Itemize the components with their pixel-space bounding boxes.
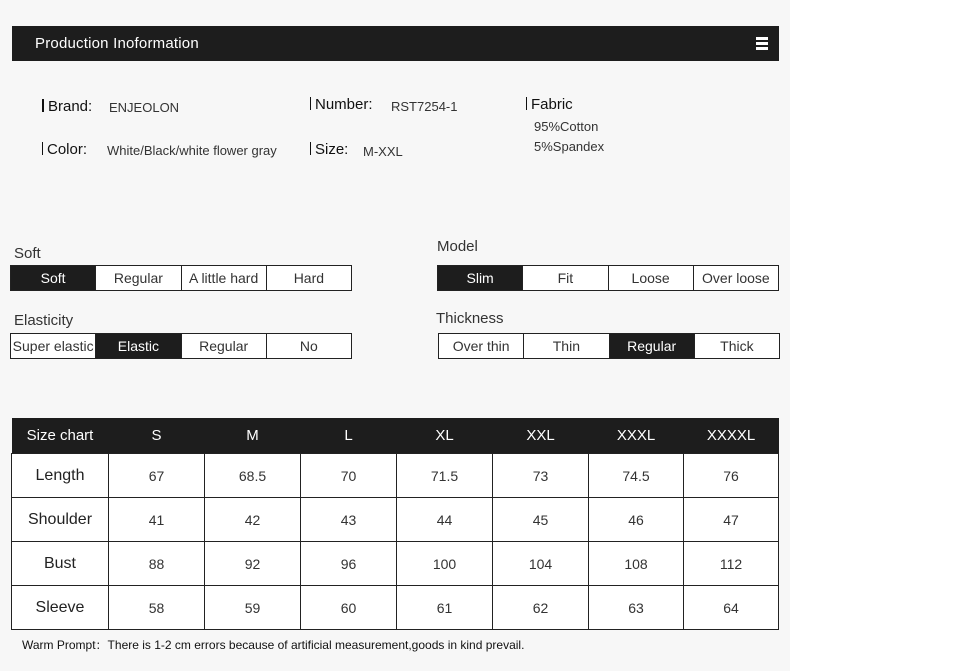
thickness-option-over-thin: Over thin — [452, 338, 510, 354]
number-value: RST7254-1 — [391, 99, 458, 114]
model-scale — [437, 265, 779, 291]
brand-value: ENJEOLON — [109, 100, 180, 115]
table-cell: 46 — [589, 498, 684, 542]
table-cell: 104 — [493, 542, 589, 586]
table-cell: 92 — [205, 542, 301, 586]
size-header-xl: XL — [397, 418, 493, 454]
menu-icon[interactable] — [756, 37, 768, 50]
size-header-l: L — [301, 418, 397, 454]
elasticity-option-no: No — [266, 334, 351, 358]
soft-option-soft: Soft — [11, 266, 95, 290]
size-chart-header-row — [12, 418, 779, 454]
size-header-xxxl: XXXL — [589, 418, 684, 454]
table-cell: 41 — [109, 498, 205, 542]
fabric-label: Fabric — [526, 96, 573, 113]
table-cell: 64 — [684, 586, 779, 630]
size-header-s: S — [109, 418, 205, 454]
table-cell: 76 — [684, 454, 779, 498]
brand-label: Brand: — [42, 98, 92, 115]
table-row — [12, 586, 779, 630]
table-cell: 74.5 — [589, 454, 684, 498]
table-cell: 70 — [301, 454, 397, 498]
soft-option-a-little-hard: A little hard — [181, 266, 266, 290]
size-value: M-XXL — [363, 144, 403, 159]
table-cell: 63 — [589, 586, 684, 630]
size-chart-header: Size chart — [12, 418, 109, 454]
table-cell: 73 — [493, 454, 589, 498]
table-cell: 112 — [684, 542, 779, 586]
color-value: White/Black/white flower gray — [107, 143, 277, 158]
model-option-slim: Slim — [438, 266, 522, 290]
thickness-option-thin: Thin — [523, 334, 608, 358]
row-label-sleeve: Sleeve — [12, 586, 109, 630]
table-cell: 62 — [493, 586, 589, 630]
table-cell: 47 — [684, 498, 779, 542]
warm-prompt-note: Warm Prompt：There is 1-2 cm errors because of artificial measurement,goods in kind prevail. — [22, 638, 525, 652]
soft-option-regular: Regular — [95, 266, 180, 290]
soft-scale — [10, 265, 352, 291]
elasticity-scale — [10, 333, 352, 359]
table-cell: 43 — [301, 498, 397, 542]
soft-option-hard: Hard — [266, 266, 351, 290]
elasticity-option-regular: Regular — [181, 334, 266, 358]
number-label: Number: — [310, 96, 373, 113]
size-label: Size: — [310, 141, 348, 158]
table-cell: 59 — [205, 586, 301, 630]
thickness-option-regular: Regular — [609, 334, 694, 358]
table-cell: 61 — [397, 586, 493, 630]
row-label-bust: Bust — [12, 542, 109, 586]
table-cell: 45 — [493, 498, 589, 542]
row-label-length: Length — [12, 454, 109, 498]
table-cell: 108 — [589, 542, 684, 586]
thickness-option-thick: Thick — [694, 334, 779, 358]
fabric-line-1: 95%Cotton — [534, 119, 599, 134]
table-cell: 100 — [397, 542, 493, 586]
table-cell: 88 — [109, 542, 205, 586]
table-cell: 44 — [397, 498, 493, 542]
elasticity-label: Elasticity — [14, 312, 74, 329]
model-label: Model — [437, 238, 478, 255]
header-bar — [12, 26, 779, 61]
table-row — [12, 454, 779, 498]
size-chart-table — [11, 418, 779, 630]
page-title: Production Inoformation — [35, 35, 199, 52]
color-label: Color: — [42, 141, 87, 158]
table-row — [12, 542, 779, 586]
fabric-line-2: 5%Spandex — [534, 139, 605, 154]
table-cell: 96 — [301, 542, 397, 586]
model-option-loose: Loose — [608, 266, 693, 290]
table-cell: 71.5 — [397, 454, 493, 498]
table-cell: 67 — [109, 454, 205, 498]
size-header-xxl: XXL — [493, 418, 589, 454]
elasticity-option-elastic: Elastic — [95, 334, 180, 358]
size-header-m: M — [205, 418, 301, 454]
table-cell: 58 — [109, 586, 205, 630]
size-header-xxxxl: XXXXL — [684, 418, 779, 454]
soft-label: Soft — [14, 245, 41, 262]
table-cell: 68.5 — [205, 454, 301, 498]
model-option-over-loose: Over loose — [693, 266, 778, 290]
thickness-label: Thickness — [436, 310, 504, 327]
elasticity-option-super-elastic: Super elastic — [12, 338, 94, 354]
table-row — [12, 498, 779, 542]
table-cell: 60 — [301, 586, 397, 630]
row-label-shoulder: Shoulder — [12, 498, 109, 542]
model-option-fit: Fit — [522, 266, 607, 290]
table-cell: 42 — [205, 498, 301, 542]
thickness-scale — [438, 333, 780, 359]
